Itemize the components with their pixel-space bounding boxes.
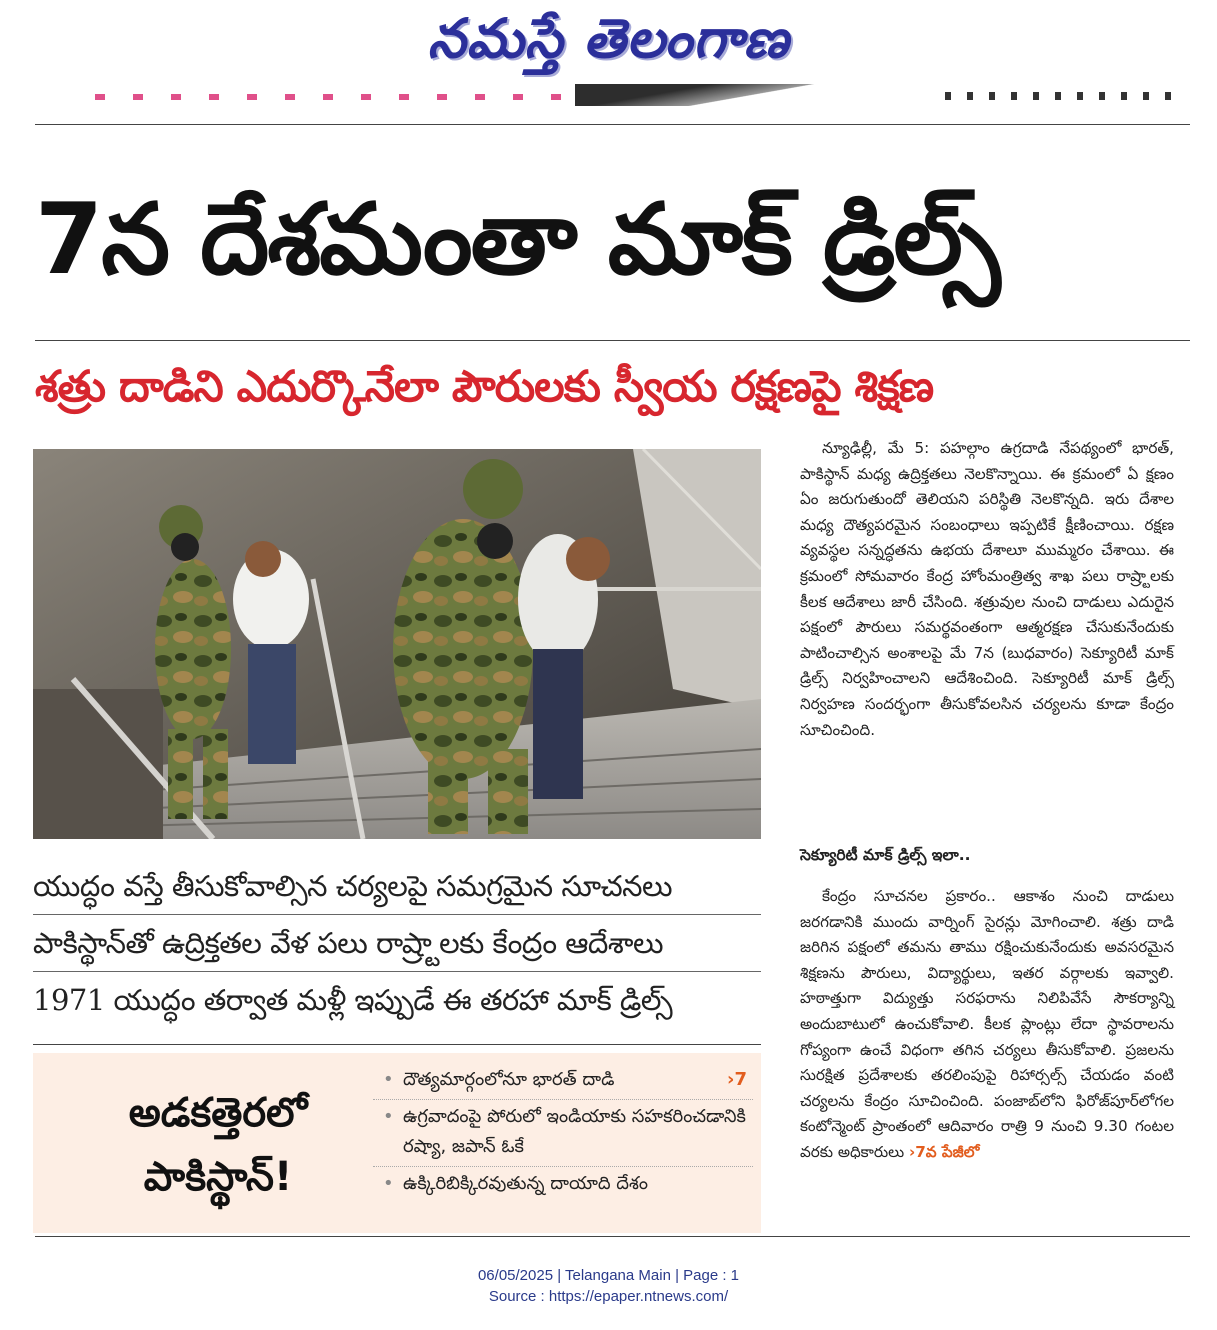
- footer-date-edition: 06/05/2025 | Telangana Main | Page : 1: [477, 1267, 740, 1284]
- deck-line: పాకిస్థాన్‌తో ఉద్రిక్తతల వేళ పలు రాష్ర్టాలకు కేంద్రం ఆదేశాలు: [33, 915, 761, 972]
- photo-illustration: [33, 449, 761, 839]
- related-story-text: ఉగ్రవాదంపై పోరులో ఇండియాకు సహకరించడానికి రష్యా, జపాన్ ఓకే: [403, 1106, 746, 1157]
- related-story-text: దౌత్యమార్గంలోనూ భారత్ దాడి: [403, 1069, 615, 1090]
- section-heading: సెక్యూరిటీ మాక్ డ్రిల్స్ ఇలా..: [800, 846, 971, 864]
- section-paragraph: [800, 884, 1174, 1166]
- page-footer: [0, 1265, 1217, 1307]
- divider: [35, 1236, 1190, 1237]
- strip-wedge-graphic: [575, 84, 845, 106]
- related-stories-list: [373, 1063, 753, 1203]
- strip-dark-marks: [945, 92, 1185, 100]
- related-story-item[interactable]: [373, 1100, 753, 1167]
- bullet-icon: •: [383, 1106, 394, 1127]
- footer-source-link[interactable]: Source : https://epaper.ntnews.com/: [488, 1288, 729, 1305]
- top-strip-decoration: [35, 84, 1190, 114]
- divider: [35, 340, 1190, 341]
- continued-on-page-link[interactable]: ›7వ పేజీలో: [908, 1142, 980, 1161]
- news-photo: [33, 449, 761, 839]
- page-reference[interactable]: ›7: [727, 1069, 747, 1090]
- subheadline: శత్రు దాడిని ఎదుర్కొనేలా పౌరులకు స్వీయ రక్షణపై శిక్షణ: [35, 362, 934, 412]
- callout-title-line: పాకిస్థాన్!: [143, 1154, 293, 1200]
- article-paragraph: న్యూఢిల్లీ, మే 5: పహల్గాం ఉగ్రదాడి నేపథ్యంలో భారత్, పాకిస్థాన్ మధ్య ఉద్రిక్తతలు నెలకొన్నాయి. ఈ క్రమంలో ఏ క్షణం ఏం జరుగుతుందో తెలియని పరిస్థితి నెలకొన్నది. ఇరు దేశాల మధ్య దౌత్యపరమైన సంబంధాలు ఇప్పటికే క్షీణించాయి. రక్షణ వ్యవస్థల సన్నద్ధతను ఉభయ దేశాలూ ముమ్మరం చేశాయి. ఈ క్రమంలో సోమవారం కేంద్ర హోంమంత్రిత్వ శాఖ పలు రాష్ర్టాలకు కీలక ఆదేశాలు జారీ చేసింది. శత్రువుల నుంచి దాడులు ఎదురైన పక్షంలో పౌరులు సమర్థవంతంగా ఆత్మరక్షణ చేసుకునేందుకు పాటించాల్సిన అంశాలపై మే 7న (బుధవారం) సెక్యూరిటీ మాక్ డ్రిల్స్ నిర్వహించాలని ఆదేశించింది. సెక్యూరిటీ మాక్ డ్రిల్స్ నిర్వహణ సందర్భంగా తీసుకోవలసిన చర్యలను కూడా కేంద్రం సూచించింది.: [800, 439, 1174, 739]
- section-paragraph-text: కేంద్రం సూచనల ప్రకారం.. ఆకాశం నుంచి దాడులు జరగడానికి ముందు వార్నింగ్ సైరన్లు మోగించాలి. శత్రు దాడి జరిగిన పక్షంలో తమను తాము రక్షించుకునేందుకు అవసరమైన శిక్షణను పౌరులు, విద్యార్థులు, ఇతర వర్గాలకు ఇవ్వాలి. హఠాత్తుగా విద్యుత్తు సరఫరాను నిలిపివేసే సౌకర్యాన్ని అందుబాటులో ఉంచుకోవాలి. కీలక ప్లాంట్లు లేదా స్థావరాలను గోప్యంగా ఉంచే విధంగా తగిన చర్యలు తీసుకోవాలి. ప్రజలను సురక్షిత ప్రదేశాలకు తరలింపుపై రిహార్సల్స్ చేయడం వంటి చర్యలను కేంద్రం సూచించింది. పంజాబ్‌లోని ఫిరోజ్‌పూర్‌లోగల కంటోన్మెంట్ ప్రాంతంలో ఆదివారం రాత్రి 9 నుంచి 9.30 గంటల వరకు అధికారులు: [800, 887, 1174, 1161]
- deck-line: యుద్ధం వస్తే తీసుకోవాల్సిన చర్యలపై సమగ్రమైన సూచనలు: [33, 858, 761, 915]
- article-body: [800, 436, 1174, 743]
- headline-decks: [33, 858, 761, 1028]
- bullet-icon: •: [383, 1173, 394, 1194]
- masthead: [0, 0, 1217, 80]
- newspaper-logo: నమస్తే తెలంగాణ: [427, 6, 790, 70]
- deck-line: 1971 యుద్ధం తర్వాత మళ్లీ ఇప్పుడే ఈ తరహా మాక్ డ్రిల్స్: [33, 983, 673, 1017]
- headline: 7న దేశమంతా మాక్ డ్రిల్స్: [35, 183, 999, 297]
- related-story-item[interactable]: [373, 1063, 753, 1100]
- callout-title-line: అడకత్తెరలో: [128, 1090, 308, 1136]
- divider: [33, 1044, 761, 1045]
- callout-title: [53, 1081, 383, 1209]
- related-story-item[interactable]: [373, 1167, 753, 1203]
- bullet-icon: •: [383, 1069, 394, 1090]
- article-section-body: [800, 884, 1174, 1166]
- divider: [35, 124, 1190, 125]
- related-story-text: ఉక్కిరిబిక్కిరవుతున్న దాయాది దేశం: [403, 1173, 649, 1194]
- related-stories-box: [33, 1053, 761, 1233]
- strip-pink-marks: [95, 94, 575, 100]
